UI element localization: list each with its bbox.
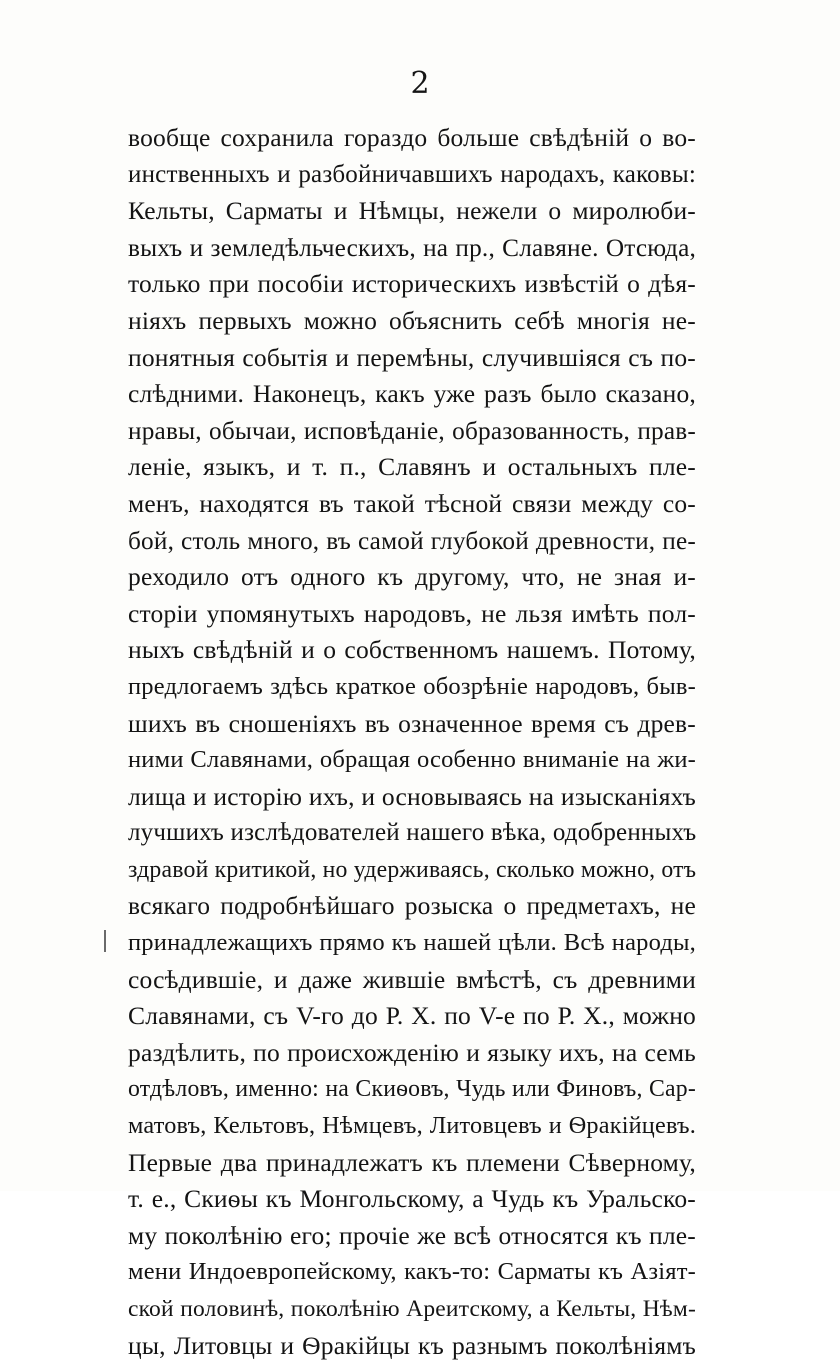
text-line: сторіи упомянутыхъ народовъ, не льзя имѣть пол-	[128, 598, 696, 628]
body-text	[128, 120, 696, 1364]
text-line: т. е., Скиѳы къ Монгольскому, а Чудь къ Уральско-	[128, 1184, 696, 1214]
text-line: отдѣловъ, именно: на Скиѳовъ, Чудь или Финовъ, Сар-	[128, 1076, 696, 1103]
text-line: раздѣлить, по происхожденію и языку ихъ, на семь	[128, 1037, 696, 1067]
text-line: всякаго подробнѣйшаго розыска о предметахъ, не	[128, 891, 696, 921]
page-number: 2	[410, 66, 430, 101]
text-line: шихъ въ сношеніяхъ въ означенное время съ древ-	[128, 708, 696, 738]
margin-mark	[104, 930, 106, 952]
text-line: понятныя событія и перемѣны, случившіяся съ по-	[128, 342, 696, 372]
text-line: слѣдними. Наконецъ, какъ уже разъ было сказано,	[128, 379, 696, 409]
text-line: Первые два принадлежатъ къ племени Сѣверному,	[128, 1147, 696, 1177]
text-line: Кельты, Сарматы и Нѣмцы, нежели о миролюби-	[128, 196, 696, 226]
text-line: выхъ и земледѣльческихъ, на пр., Славяне. Отсюда,	[128, 233, 696, 262]
text-line: леніе, языкъ, и т. п., Славянъ и остальныхъ пле-	[128, 452, 696, 482]
text-line: менъ, находятся въ такой тѣсной связи между со-	[128, 488, 696, 518]
text-line: матовъ, Кельтовъ, Нѣмцевъ, Литовцевъ и Ѳракійцевъ.	[128, 1112, 696, 1140]
text-line: только при пособіи историческихъ извѣстій о дѣя-	[128, 269, 696, 299]
text-line: бой, столь много, въ самой глубокой древности, пе-	[128, 526, 696, 555]
text-line: мени Индоевропейскому, какъ-то: Сарматы къ Азіят-	[128, 1258, 696, 1286]
text-line: му поколѣнію его; прочіе же всѣ относятся къ пле-	[128, 1220, 696, 1250]
text-line: ніяхъ первыхъ можно объяснить себѣ многія не-	[128, 305, 696, 335]
text-line: лища и исторію ихъ, и основываясь на изысканіяхъ	[128, 781, 696, 811]
text-line: сосѣдившіе, и даже жившіе вмѣстѣ, съ древними	[128, 964, 696, 994]
text-line: ними Славянами, обращая особенно вниманіе на жи-	[128, 746, 696, 774]
text-line: предлогаемъ здѣсь краткое обозрѣніе народовъ, быв-	[128, 672, 696, 700]
text-line: принадлежащихъ прямо къ нашей цѣли. Всѣ народы,	[128, 929, 696, 957]
text-line: цы, Литовцы и Ѳракійцы къ разнымъ поколѣніямъ	[128, 1330, 696, 1360]
text-line: лучшихъ изслѣдователей нашего вѣка, одобренныхъ	[128, 819, 696, 847]
text-line: ской половинѣ, поколѣнію Ареитскому, а Кельты, Нѣм-	[128, 1296, 696, 1322]
text-line: реходило отъ одного къ другому, что, не зная и-	[128, 562, 696, 592]
text-line: ныхъ свѣдѣній и о собственномъ нашемъ. Потому,	[128, 635, 696, 665]
text-line: инственныхъ и разбойничавшихъ народахъ, каковы:	[128, 160, 696, 188]
text-line: Славянами, съ V-го до Р. Х. по V-е по Р. Х., можно	[128, 1001, 696, 1031]
text-line: здравой критикой, но удерживаясь, сколько можно, отъ	[128, 856, 696, 883]
text-line: нравы, обычаи, исповѣданіе, образованность, прав-	[128, 416, 696, 445]
text-line: вообще сохранила гораздо больше свѣдѣній о во-	[128, 123, 696, 152]
